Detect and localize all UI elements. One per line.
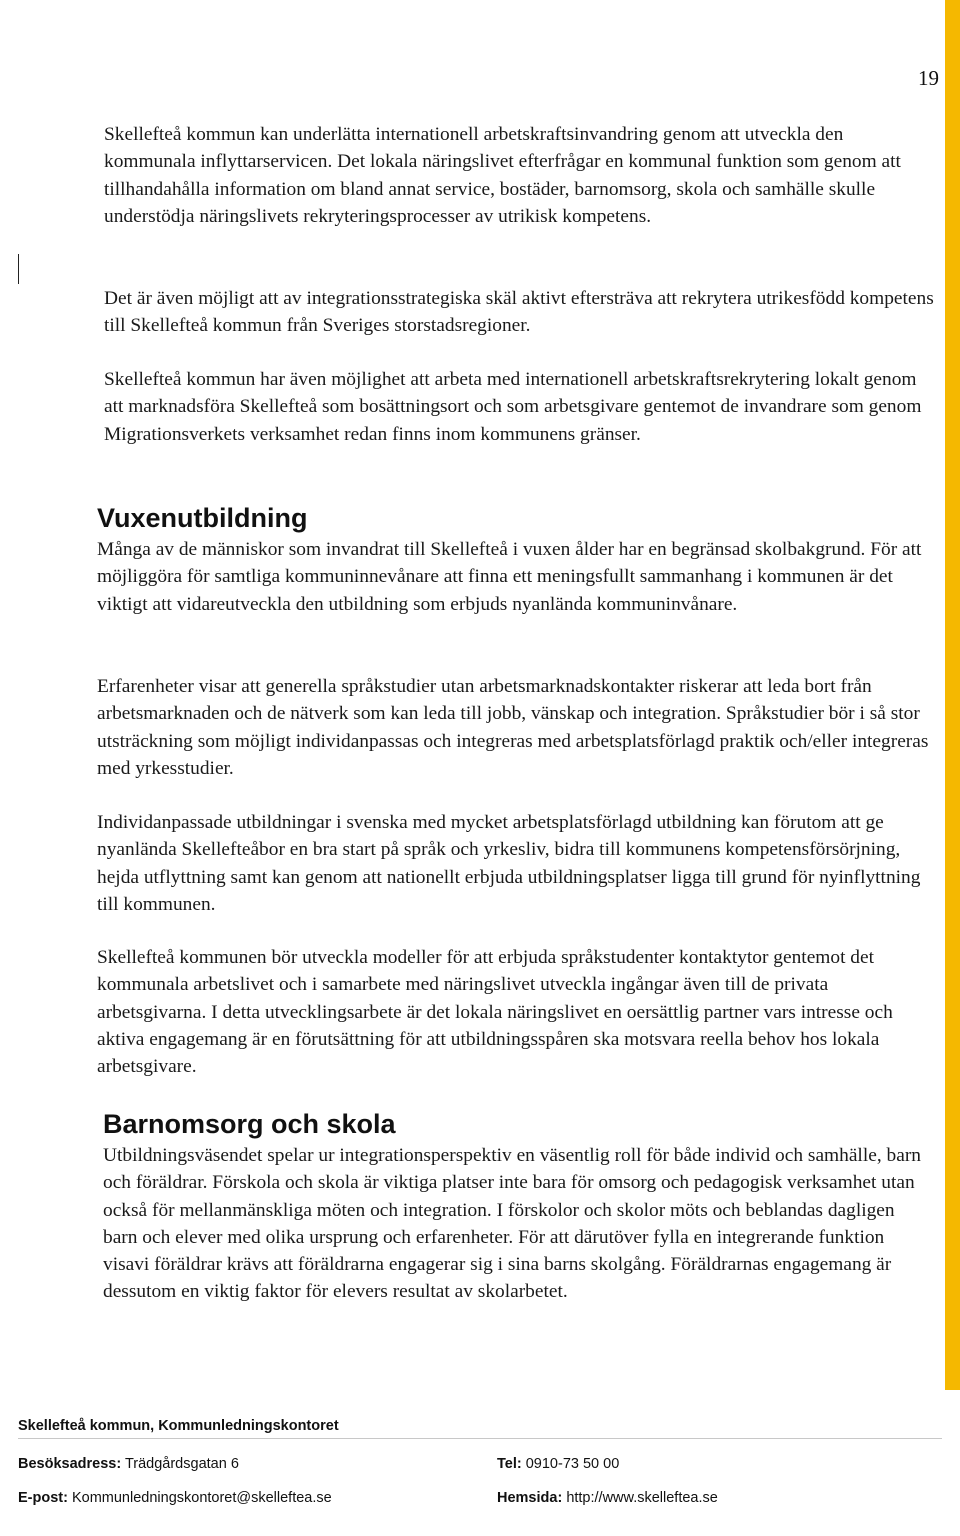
paragraph-vuxen-4: Skellefteå kommunen bör utveckla modeller för att erbjuda språkstudenter kontaktytor gentemot det kommunala arbetslivet och i samarbete med näringslivet utveckla ingångar även till de privata arbetsgivarna. I detta utvecklingsarbete är det lokala näringslivet en oersättlig partner vars intresse och aktiva engagemang är en förutsättning för att utbildningsspåren ska motsvara reella behov hos lokala arbetsgivare. xyxy=(97,947,893,1078)
paragraph-vuxen-1: Många av de människor som invandrat till Skellefteå i vuxen ålder har en begränsad skolbakgrund. För att möjliggöra för samtliga kommuninnevånare att finna ett meningsfullt sammanhang i kommunen är det viktigt att vidareutveckla den utbildning som erbjuds nyanlända kommuninvånare. xyxy=(97,539,922,615)
footer-org: Skellefteå kommun, Kommunledningskontoret xyxy=(18,1418,339,1434)
footer-web-label: Hemsida: xyxy=(497,1490,563,1506)
footer-tel-label: Tel: xyxy=(497,1456,522,1472)
footer-tel xyxy=(497,1456,619,1472)
footer-address-label: Besöksadress: xyxy=(18,1456,122,1472)
paragraph-intro: Skellefteå kommun kan underlätta internationell arbetskraftsinvandring genom att utveckla den kommunala inflyttarservicen. Det lokala näringslivet efterfrågar en kommunal funktion som genom att tillhandahålla information om bland annat service, bostäder, barnomsorg, skola och samhälle skulle understödja näringslivets rekryteringsprocesser av utrikisk kompetens. xyxy=(104,124,901,227)
paragraph-vuxen-3: Individanpassade utbildningar i svenska med mycket arbetsplatsförlagd utbildning kan förutom att ge nyanlända Skellefteåbor en bra start på språk och yrkesliv, bidra till kommunens kompetensförsörjning, hejda utflyttning samt kan genom att nationellt erbjuda utbildningsplatser ligga till grund för nyinflyttning till kommunen. xyxy=(97,812,921,915)
accent-bar xyxy=(945,0,960,1390)
paragraph-barn-1: Utbildningsväsendet spelar ur integrationsperspektiv en väsentlig roll för både individ och samhälle, barn och föräldrar. Förskola och skola är viktiga platser inte bara för omsorg och pedagogisk verksamhet utan också för mellanmänskliga möten och integration. I förskolor och skolor möts och beblandas dagligen barn och elever med olika ursprung och erfarenheter. För att därutöver fylla en integrerande funktion visavi föräldrar krävs att föräldrarna engagerar sig i sina barns skolgång. Föräldrarnas engagemang är dessutom en viktig faktor för elevers resultat av skolarbetet. xyxy=(103,1145,921,1303)
footer-web-link[interactable]: http://www.skelleftea.se xyxy=(566,1490,718,1506)
heading-barnomsorg: Barnomsorg och skola xyxy=(103,1109,396,1139)
footer-address xyxy=(18,1456,239,1472)
footer-tel-value: 0910-73 50 00 xyxy=(525,1456,620,1472)
footer-web xyxy=(497,1490,718,1506)
revision-marker xyxy=(18,254,19,284)
heading-vuxenutbildning: Vuxenutbildning xyxy=(97,503,308,533)
footer-email-link[interactable]: Kommunledningskontoret@skelleftea.se xyxy=(71,1490,332,1506)
paragraph-labor-recruitment: Skellefteå kommun har även möjlighet att arbeta med internationell arbetskraftsrekrytering lokalt genom att marknadsföra Skellefteå som bosättningsort och som arbetsgivare gentemot de invandrare som genom Migrationsverkets verksamhet redan finns inom kommunens gränser. xyxy=(104,369,922,445)
page-number: 19 xyxy=(918,66,939,90)
paragraph-vuxen-2: Erfarenheter visar att generella språkstudier utan arbetsmarknadskontakter riskerar att leda bort från arbetsmarknaden och de nätverk som kan leda till jobb, vänskap och integration. Språkstudier bör i så stor utsträckning som möjligt individanpassas och integreras med arbetsplatsförlagd praktik och/eller integreras med yrkesstudier. xyxy=(97,676,929,779)
paragraph-recruitment: Det är även möjligt att av integrationsstrategiska skäl aktivt eftersträva att rekrytera utrikesfödd kompetens till Skellefteå kommun från Sveriges storstadsregioner. xyxy=(104,288,934,337)
footer-email xyxy=(18,1490,332,1506)
footer-divider xyxy=(18,1438,942,1439)
footer-address-value: Trädgårdsgatan 6 xyxy=(124,1456,239,1472)
footer-email-label: E-post: xyxy=(18,1490,68,1506)
